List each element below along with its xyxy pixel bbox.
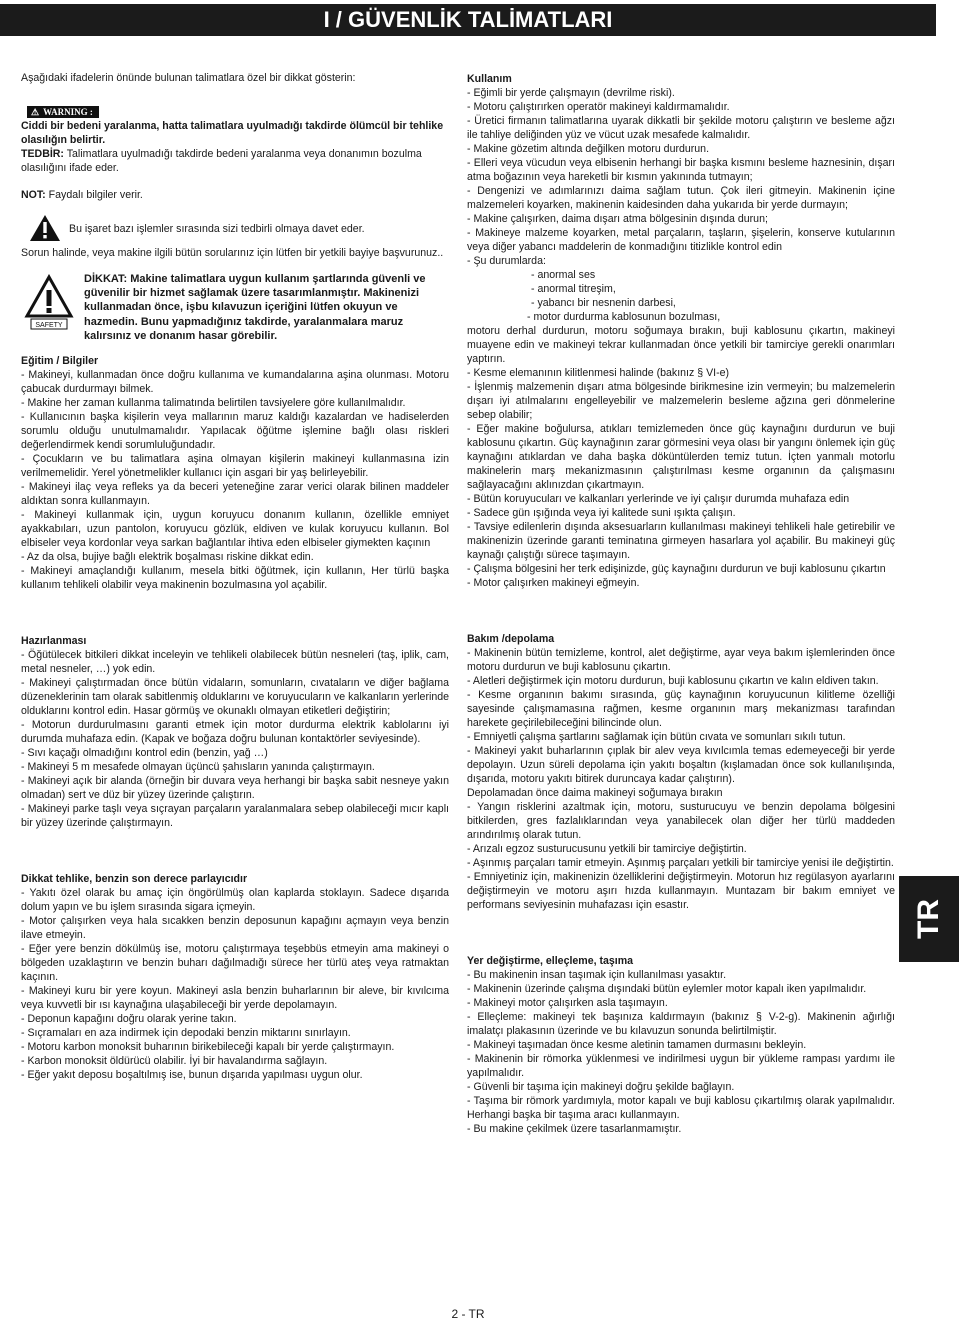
- list-item: - Sıçramaları en aza indirmek için depodaki benzin miktarını sınırlayın.: [21, 1027, 351, 1040]
- list-item: motoru derhal durdurun, motoru soğumaya bırakın, buji kablosunu çıkartın, makineyi muayene edin ve makineyi tekrar kullanmadan önce yetkili bir tamirciye gerekli onarımları yaptırın.: [467, 325, 895, 365]
- bakim-heading: Bakım /depolama: [467, 633, 555, 645]
- not-paragraph: [21, 188, 449, 202]
- list-item: - Makineyi parke taşlı veya sıçrayan parçaların yaralanmalara sebep olabileceği mıcır kaplı bir yüzey üzerinde çalıştırmayın.: [21, 803, 449, 830]
- list-item: - Motor çalışırken makineyi eğmeyin.: [467, 577, 640, 589]
- list-item: - Motorun durdurulmasını garanti etmek için motor durdurma elektrik kablolarını iyi durumda muhafaza edin. (Kapak ve boğaza doğru bulunan kontaktörler seviyesinde).: [21, 719, 449, 746]
- list-item: - Motoru çalıştırırken operatör makineyi kaldırmamalıdır.: [467, 101, 730, 113]
- sub-list-item: - anormal titreşim,: [531, 283, 616, 295]
- egitim-heading: Eğitim / Bilgiler: [21, 355, 99, 368]
- list-item: - Taşıma bir römork yardımıyla, motor kapalı ve buji kablosu çıkartılmış olarak yapılmalıdır. Herhangi başka bir taşıma aracı kullanmayın.: [467, 1095, 895, 1121]
- list-item: - Az da olsa, bujiye bağlı elektrik boşalması riskine dikkat edin.: [21, 551, 314, 564]
- hazirlanmasi-heading: Hazırlanması: [21, 635, 87, 648]
- yer-degistirme-list: [467, 968, 895, 1136]
- list-item: - Eğer makine boğulursa, atıkları temizlemeden önce güç kaynağını durdurun ve buji kablosunu çıkartın. Güç kaynağının zarar görmesini veya olası bir yangını önlemek için güç kaynağını atıklardan ve daha başka döküntülerden temiz tutun. İçten yanmalı motorlu makinelerin marş mekanizmasının çalıştırılması kesme organının da çalışmasını sağlayacağını aklınızdan çıkartmayın.: [467, 423, 895, 491]
- list-item: - Kesme elemanının kilitlenmesi halinde (bakınız § VI-e): [467, 367, 730, 379]
- list-item: - Bu makine çekilmek üzere tasarlanmamıştır.: [467, 1123, 682, 1135]
- list-item: - Elleri veya vücudun veya elbisenin herhangi bir başka kısmını besleme haznesinin, dışarı atma boğazının veya hareketli bir kısmın yakınında tutmayın;: [467, 157, 895, 183]
- list-item: - Emniyetiniz için, makinenizin özelliklerini değiştirmeyin. Motorun hız regülasyon ayarlarını değiştirmeyin ve motoru aşırı hızda kullanmayın. Muntazam bir bakım emniyet ve performans seviyesinin muhafazası için esastır.: [467, 871, 895, 911]
- list-item: - Sadece gün ışığında veya iyi kalitede suni ışıkta çalışın.: [467, 507, 736, 519]
- safety-label: SAFETY: [35, 322, 63, 329]
- list-item: - Güvenli bir taşıma için makineyi doğru şekilde bağlayın.: [467, 1081, 735, 1093]
- list-item: - Makine her zaman kullanma talimatında belirtilen tavsiyelere göre kullanılmalıdır.: [21, 397, 406, 410]
- list-item: - Makineyi motor çalışırken asla taşımayın.: [467, 997, 668, 1009]
- list-item: - İşlenmiş malzemenin dışarı atma bölgesinde birikmesine izin vermeyin; bu malzemelerin dışarı iyi atılmalarını engelleyebilir ve malzemelerin besleme ağzına geri dönmelerine sebep olabilir;: [467, 381, 895, 421]
- list-item: - Makineyi, kullanmadan önce doğru kullanıma ve kumandalarına aşina olunması. Motoru çabucak durdurmayı bilmek.: [21, 369, 449, 396]
- caution-triangle-icon: [29, 214, 61, 246]
- list-item: - Öğütülecek bitkileri dikkat inceleyin ve tehlikeli olabilecek bütün nesneleri (taş, iplik, cam, metal nesneler, …) yok edin.: [21, 649, 449, 676]
- list-item: - Tavsiye edilenlerin dışında aksesuarların kullanılması makineyi tehlikeli hale getirebilir ve makinenizin üzerinde garanti teminatına girmeyen hasarlara yol açabilir. Bu makineyi güç kaynağı çalıştığı sürece taşımayın.: [467, 521, 895, 561]
- list-item: - Aletleri değiştirmek için motoru durdurun, buji kablosunu çıkartın ve kalın eldiven takın.: [467, 675, 879, 687]
- list-item: - Eğer yere benzin dökülmüş ise, motoru çalıştırmaya teşebbüs etmeyin ama makineyi o bölgeden uzaklaştırın ve benzin buharı dağılmadığı sürece her türlü ateş veya ratmaktan kaçının.: [21, 943, 449, 984]
- list-item: - Dengenizi ve adımlarınızı daima sağlam tutun. Çok ileri gitmeyin. Makinenin içine malzemeleri koyarken, makinenin kaidesinden daha yukarıda bir yerde durmayın;: [467, 185, 895, 211]
- list-item: - Sıvı kaçağı olmadığını kontrol edin (benzin, yağ …): [21, 747, 268, 760]
- list-item: - Makinenin bir römorka yüklenmesi ve indirilmesi uygun bir yükleme rampası yardımı ile yapılmalıdır.: [467, 1053, 895, 1079]
- list-item: - Arızalı egzoz susturucusunu yetkili bir tamirciye değiştirtin.: [467, 843, 747, 855]
- list-item: - Motoru karbon monoksit buharının birikebileceği kapalı bir yerde çalıştırmayın.: [21, 1041, 395, 1054]
- not-text: Faydalı bilgiler verir.: [45, 189, 143, 201]
- dikkat-text: DİKKAT: Makine talimatlara uygun kullanım şartlarında güvenli ve güvenilir bir hizmet sağlamak üzere tasarımlanmıştır. Makinenizi kullanmadan önce, işbu kılavuzun içeriğini lütfen okuyun ve hazmedin. Bunu yapmadığınız takdirde, yaralanmalara maruz kalırsınız ve donanım hasar görebilir.: [84, 273, 426, 342]
- list-item: - Kullanıcının başka kişilerin veya mallarının maruz kaldığı kazalardan ve hadiselerden sorumlu olduğu unutulmamalıdır. Yapılacak öğütme işlemine bağlı olası riskleri değerlendirmek kendi sorumluluğundadır.: [21, 411, 449, 452]
- tedbir-label: TEDBİR:: [21, 148, 64, 160]
- list-item: - Makine çalışırken, daima dışarı atma bölgesinin dışında durun;: [467, 213, 768, 225]
- warning-badge: [21, 105, 449, 119]
- tedbir-text: Talimatlara uyulmadığı takdirde bedeni yaralanma veya donanımın bozulma olasılığını ifade eder.: [21, 148, 422, 174]
- yer-degistirme-heading: Yer değiştirme, elleçleme, taşıma: [467, 955, 634, 967]
- list-item: - Makineyi 5 m mesafede olmayan üçüncü şahısların yanında çalıştırmayın.: [21, 761, 375, 774]
- sub-list-item: - anormal ses: [531, 269, 596, 281]
- page-title: I / GÜVENLİK TALİMATLARI: [0, 4, 936, 36]
- language-tab: [899, 876, 959, 962]
- list-item: Depolamadan önce daima makineyi soğumaya bırakın: [467, 787, 723, 799]
- list-item: - Motor çalışırken veya hala sıcakken benzin deposunun kapağını açmayın veya benzin ilave etmeyin.: [21, 915, 449, 942]
- list-item: - Makineyi taşımadan önce kesme aletinin tamamen durmasını bekleyin.: [467, 1039, 807, 1051]
- list-item: - Yangın risklerini azaltmak için, motoru, susturucuyu ve benzin depolama bölgesini bitkilerden, gres fazlalıklarından veya yanabilecek olan diğer her türlü maddeden arındırılmış olarak tutun.: [467, 801, 895, 841]
- list-item: - Makineyi çalıştırmadan önce bütün vidaların, somunların, cıvataların ve diğer bağlama düzeneklerinin tam olarak sabitlenmiş olduklarını ve koruyucuların ve kalkanların yerlerinde olduklarını kontrol edin. Hasar görmüş ve okunaklı olmayan etiketleri değiştirin;: [21, 677, 449, 718]
- list-item: - Makinenin üzerinde çalışma dışındaki bütün eylemler motor kapalı iken yapılmalıdır.: [467, 983, 867, 995]
- list-item: - Elleçleme: makineyi tek başınıza kaldırmayın (bakınız § V-2-g). Makinenin ağırlığı imalatçı plakasının üzerinde ve bu kılavuzun sonunda belirtilmiştir.: [467, 1011, 895, 1037]
- list-item: - Makineyi yakıt buharlarının çıplak bir alev veya kıvılcımla temas edemeyeceği bir yerde depolayın. Uzun süreli depolama için yakıtı boşaltın (kışlamadan önce sok kullanılışında, dışarıda, motoru yakıtı bitirek duruncaya kadar çalıştırın).: [467, 745, 895, 785]
- bakim-list: [467, 646, 895, 912]
- kullanim-heading: Kullanım: [467, 73, 512, 85]
- list-item: - Makineyi kuru bir yere koyun. Makineyi asla benzin buharlarının bir aleve, bir kıvılcıma veya kuvvetli bir ısı kaynağına ulaşabileceği bir yerde depolamayın.: [21, 985, 449, 1012]
- dikkat-tehlike-heading: Dikkat tehlike, benzin son derece parlayıcıdır: [21, 873, 248, 886]
- warning-badge-label: WARNING :: [43, 107, 93, 117]
- not-label: NOT:: [21, 189, 46, 201]
- list-item: - Makinenin bütün temizleme, kontrol, alet değiştirme, ayar veya bakım işlemlerinden önce motoru durdurun ve buji kablosunu çıkartın.: [467, 647, 895, 673]
- caution-text: Bu işaret bazı işlemler sırasında sizi tedbirli olmaya davet eder.: [69, 223, 365, 235]
- dikkat-tehlike-list: [21, 886, 449, 1082]
- hazirlanmasi-list: [21, 648, 449, 830]
- list-item: - Makineye malzeme koyarken, metal parçaların, taşların, şişelerin, konserve kutularının veya diğer yabancı maddelerin de konmadığını titizlikle kontrol edin: [467, 227, 895, 253]
- list-item: - Eğer yakıt deposu boşaltılmış ise, bunun dışarıda yapılması uygun olur.: [21, 1069, 363, 1082]
- sub-list-item: - yabancı bir nesnenin darbesi,: [531, 297, 676, 309]
- warning-triangle-icon: ⚠: [31, 107, 40, 117]
- left-column: [21, 71, 449, 1082]
- safety-notice: [21, 272, 449, 343]
- list-item: - Eğimli bir yerde çalışmayın (devrilme riski).: [467, 87, 675, 99]
- list-item: - Makineyi ilaç veya refleks ya da beceri yeteneğine zarar verici olarak bilinen maddeler aldıktan sonra kullanmayın.: [21, 481, 449, 508]
- list-item: - Makineyi kullanmak için, uygun koruyucu donanım kullanın, özellikle emniyet ayakkabıları, uzun pantolon, koruyucu gözlük, eldiven ve kulak koruyucu kullanın. Bol elbiseler veya kordonlar veya sarkan bağlantılar ihtiva eden elbiseler giymekten kaçının: [21, 509, 449, 550]
- safety-warning-icon: [24, 274, 74, 336]
- warning-text: Ciddi bir bedeni yaralanma, hatta talimatlara uyulmadığı takdirde ölümcül bir tehlike olasılığın belirtir.: [21, 120, 444, 146]
- problem-text: Sorun halinde, veya makine ilgili bütün sorularınız için lütfen bir yetkili bayiye başvurunuz..: [21, 247, 444, 259]
- caution-notice: [21, 216, 449, 246]
- list-item: - Kesme organının bakımı sırasında, güç kaynağının koruyucunun kilitleme özelliği sayesinde çalışmamasına rağmen, kesme organının marş mekanizması tarafından harekete geçirilebileceğini bilincinde olun.: [467, 689, 895, 729]
- list-item: - Çocukların ve bu talimatlara aşina olmayan kişilerin makineyi kullanmasına izin verilmemelidir. Yerel yönetmelikler kullanıcı için asgari bir yaş belirleyebilir.: [21, 453, 449, 480]
- list-item: - Şu durumlarda:: [467, 255, 546, 267]
- list-item: - Karbon monoksit öldürücü olabilir. İyi bir havalandırma sağlayın.: [21, 1055, 328, 1068]
- language-tab-label: TR: [912, 899, 945, 939]
- page-number: 2 - TR: [451, 1307, 485, 1321]
- list-item: - Çalışma bölgesini her terk edişinizde, güç kaynağını durdurun ve buji kablosunu çıkartın: [467, 563, 886, 575]
- list-item: - Bütün koruyucuları ve kalkanları yerlerinde ve iyi çalışır durumda muhafaza edin: [467, 493, 850, 505]
- list-item: - Makine gözetim altında değilken motoru durdurun.: [467, 143, 710, 155]
- list-item: - Bu makinenin insan taşımak için kullanılması yasaktır.: [467, 969, 727, 981]
- list-item: - Üretici firmanın talimatlarına uyarak dikkatli bir şekilde motoru çalıştırın ve besleme ağzı ile tahliye deliğinden yüz ve vücut uzak mesafede kalmalıdır.: [467, 115, 895, 141]
- egitim-list: [21, 368, 449, 592]
- list-item: - Makineyi açık bir alanda (örneğin bir duvara veya herhangi bir başka sabit nesneye yakın olmadan) sert ve düz bir yüzey üzerinde çalıştırın.: [21, 775, 449, 802]
- tedbir-paragraph: [21, 147, 449, 175]
- list-item: - Emniyetli çalışma şartlarını sağlamak için bütün cıvata ve somunları sıkılı tutun.: [467, 731, 846, 743]
- intro-lead: Aşağıdaki ifadelerin önünde bulunan talimatlara özel bir dikkat gösterin:: [21, 72, 356, 84]
- list-item: - Yakıtı özel olarak bu amaç için öngörülmüş olan kaplarda stoklayın. Sadece dışarıda dolum yapın ve bu işlem sırasında sigara içmeyin.: [21, 887, 449, 914]
- right-column: [467, 72, 895, 1136]
- list-item: - Deponun kapağını doğru olarak yerine takın.: [21, 1013, 237, 1026]
- list-item: - Makineyi amaçlandığı kullanım, mesela bitki öğütmek, için kullanın, Her türlü başka kullanım tehlikeli olabilir veya makinenin bozulmasına yol açabilir.: [21, 565, 449, 592]
- sub-list-item: - motor durdurma kablosunun bozulması,: [527, 311, 721, 323]
- list-item: - Aşınmış parçaları tamir etmeyin. Aşınmış parçaları yetkili bir tamirciye yenisi ile değiştirtin.: [467, 857, 894, 869]
- kullanim-list: [467, 86, 895, 590]
